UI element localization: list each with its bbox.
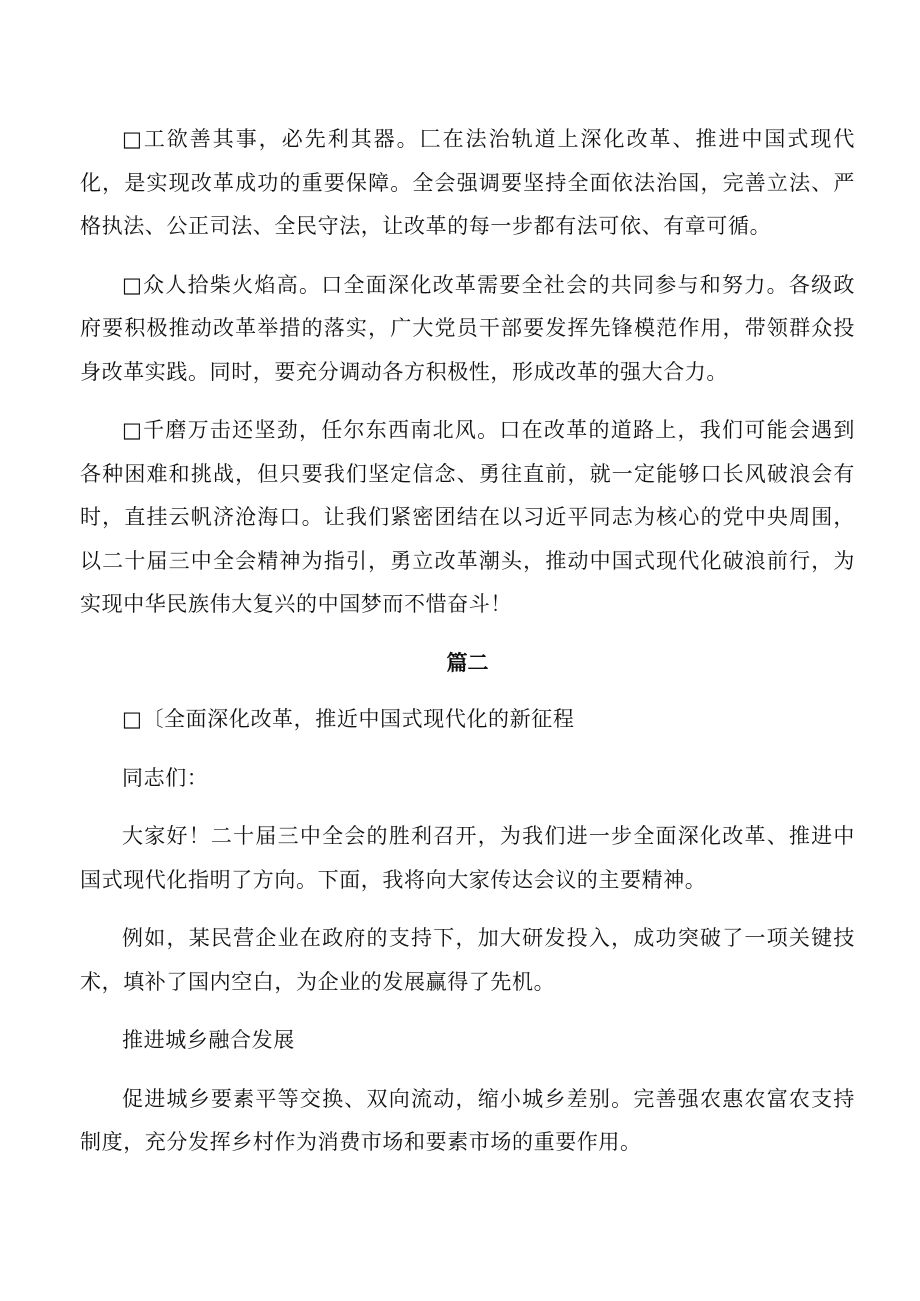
document-page	[80, 118, 855, 1180]
paragraph-collective-effort: □众人拾柴火焰高。口全面深化改革需要全社会的共同参与和努力。各级政府要积极推动改革举措的落实，广大党员干部要发挥先锋模范作用，带领群众投身改革实践。同时，要充分调动各方积极性，形成改革的强大合力。	[80, 272, 855, 384]
paragraph-heading-line: □〔全面深化改革，推近中国式现代化的新征程	[122, 707, 575, 731]
paragraph-rule-of-law: □工欲善其事，必先利其器。匚在法治轨道上深化改革、推进中国式现代化，是实现改革成功的重要保障。全会强调要坚持全面依法治国，完善立法、严格执法、公正司法、全民守法，让改革的每一步都有法可依、有章可循。	[80, 127, 855, 238]
section-title: 篇二	[446, 650, 489, 675]
paragraph-example: 例如，某民营企业在政府的支持下，加大研发投入，成功突破了一项关键技术，填补了国内空白，为企业的发展赢得了先机。	[80, 926, 855, 994]
paragraph-perseverance: □千磨万击还坚劲，任尔东西南北风。口在改革的道路上，我们可能会遇到各种困难和挑战，但只要我们坚定信念、勇往直前，就一定能够口长风破浪会有时，直挂云帆济沧海口。让我们紧密团结在以习近平同志为核心的党中央周围，以二十届三中全会精神为指引，勇立改革潮头，推动中国式现代化破浪前行，为实现中华民族伟大复兴的中国梦而不惜奋斗！	[80, 418, 855, 616]
paragraph-greeting: 大家好！二十届三中全会的胜利召开，为我们进一步全面深化改革、推进中国式现代化指明了方向。下面，我将向大家传达会议的主要精神。	[80, 824, 855, 892]
paragraph-urban-rural: 促进城乡要素平等交换、双向流动，缩小城乡差别。完善强农惠农富农支持制度，充分发挥乡村作为消费市场和要素市场的重要作用。	[80, 1086, 855, 1154]
paragraph-salutation: 同志们：	[122, 765, 209, 790]
paragraph-subheading: 推进城乡融合发展	[122, 1028, 295, 1052]
